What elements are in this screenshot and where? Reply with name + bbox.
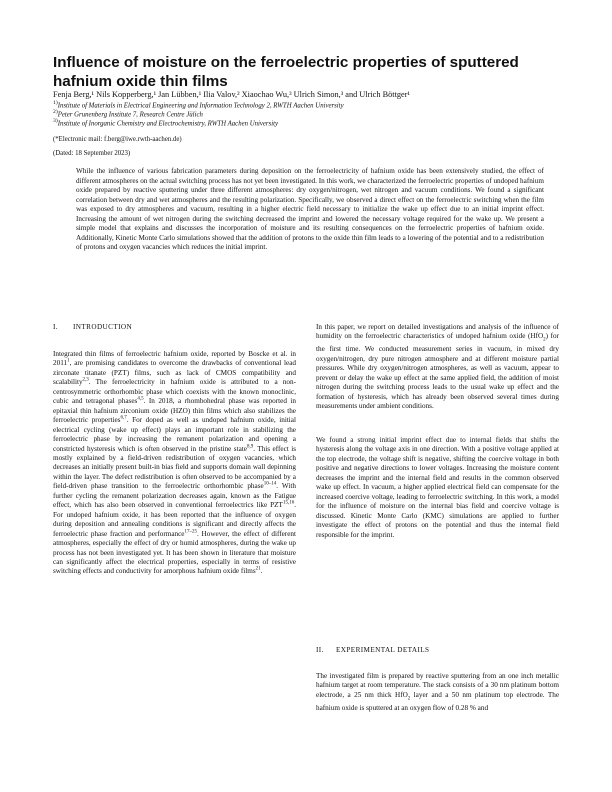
section-heading-introduction xyxy=(53,323,132,331)
citation: 15,16 xyxy=(282,500,295,506)
affiliation-1-text: Institute of Materials in Electrical Engineering and Information Technology 2, RWTH Aachen University xyxy=(57,102,344,110)
text-run: , are promising candidates to overcome the drawbacks of conventional lead zirconate titanate (PZT) films, such as lack of CMOS compatibility and scalability xyxy=(53,359,296,387)
affiliation-2-mark: 2) xyxy=(53,109,58,115)
text-run: . For undoped hafnium oxide, it has been reported that the influence of oxygen during deposition and annealing conditions is significant and directly affects the ferroelectric phase fraction and performance xyxy=(53,501,296,538)
section-heading-experimental xyxy=(316,646,429,654)
paper-title: Influence of moisture on the ferroelectric properties of sputtered hafnium oxide thin films xyxy=(53,54,519,90)
section-title: EXPERIMENTAL DETAILS xyxy=(336,646,430,654)
text-run: Integrated thin films of ferroelectric hafnium oxide, reported by Boscke et al. in 2011 xyxy=(53,350,296,368)
contact-email: (*Electronic mail: f.berg@iwe.rwth-aachen.de) xyxy=(53,136,182,143)
citation: 8,9 xyxy=(246,444,254,450)
intro-paragraph-3: We found a strong initial imprint effect due to internal fields that shifts the hysteresis along the voltage axis in one direction. With a positive voltage applied at the top electrode, the voltage shift is negative, shifting the coercive voltage in both positive and negative directions to lower voltages. Increasing the moisture content decreases the imprint and the internal field and results in the common observed wake up effect. In vacuum, a higher applied electrical field can compensate for the increased coercive voltage, leading to ferroelectric switching. In this work, a model for the influence of moisture on the internal bias field and coercive voltage is discussed. Kinetic Monte Carlo (KMC) simulations are applied to further investigate the effect of protons on the potential and thus the internal field responsible for the imprint. xyxy=(316,436,559,539)
text-run: . This effect is mostly explained by a field-driven redistribution of oxygen vacancies, which decreases an initially present built-in bias field and supports domain wall depinning within the layer. The defect redistribution is often observed to be accompanied by a field-driven phase transition to the ferroelectric orthorhombic phase xyxy=(53,444,296,491)
affiliation-3 xyxy=(53,117,563,128)
text-run: The investigated film is prepared by reactive sputtering from an one inch metallic hafnium target at room temperature. The stack consists of a 30 nm platinum bottom electrode, a 25 nm thick HfO xyxy=(316,672,559,699)
citation: 4,5 xyxy=(137,396,144,402)
text-run: . For doped as well as undoped hafnium oxide, initial electrical cycling (wake up effect) plays an important role in stabilizing the ferroelectric phase by increasing the remanent polarization and opening a constricted hysteresis which is often observed in the pristine state xyxy=(53,416,296,453)
citation: 17–25 xyxy=(184,529,197,535)
citation: 6,7 xyxy=(120,415,127,421)
text-run: . However, the effect of different atmospheres, especially the effect of dry or humid atmospheres, during the wake up process has not been investigated yet. It has been shown in literature that moisture can significantly affect the electrical properties, especially in terms of resistive switching effects and conductivity for amorphous hafnium oxide films xyxy=(53,529,296,576)
affiliation-2-text: Peter Grunenberg Institute 7, Research Centre Jülich xyxy=(57,111,203,119)
experimental-paragraph-1 xyxy=(316,672,559,713)
subscript: 2 xyxy=(407,696,411,702)
intro-paragraph-1 xyxy=(53,350,296,577)
text-run: In this paper, we report on detailed investigations and analysis of the influence of humidity on the ferroelectric characteristics of undoped hafnium oxide (HfO xyxy=(316,323,559,341)
author-list: Fenja Berg,¹ Nils Kopperberg,¹ Jan Lübben,¹ Ilia Valov,² Xiaochao Wu,³ Ulrich Simon,³ and Ulrich Böttger¹ xyxy=(53,90,410,99)
section-title: INTRODUCTION xyxy=(73,323,133,331)
text-run: . In 2018, a rhombohedral phase was reported in epitaxial thin hafnium zirconium oxide (HZO) thin films which also stabilizes the ferroelectric properties xyxy=(53,397,297,425)
text-run: . xyxy=(260,567,263,576)
text-run: layer and a 50 nm platinum top electrode. The hafnium oxide is sputtered at an oxygen flow of 0.28 % and xyxy=(316,690,560,712)
text-run: ) for the first time. We conducted measurement series in vacuum, in mixed dry oxygen/nitrogen, dry pure nitrogen atmosphere and at different moisture partial pressures. While dry oxygen/nitrogen atmospheres, as well as vacuum, appear to prevent or delay the wake up effect at the same applied field, the addition of moist nitrogen during the switching process leads to the usual wake up effect and the formation of hysteresis, which has already been observed several times during measurements under ambient conditions. xyxy=(316,332,560,411)
citation: 10–14 xyxy=(263,481,277,487)
citation: 1 xyxy=(67,359,70,365)
abstract: While the influence of various fabrication parameters during deposition on the ferroelectricity of hafnium oxide has been extensively studied, the effect of different atmospheres on the actual switching process has not yet been investigated. In this work, we characterized the ferroelectric properties of undoped hafnium oxide prepared by reactive sputtering under three different atmospheres: dry oxygen/nitrogen, wet nitrogen and vacuum conditions. We found a significant correlation between dry and wet atmospheres and the resulting polarization. Specifically, we observed a direct effect on the ferroelectric switching when the film was exposed to dry atmospheres and vacuum, resulting in a higher electric field necessary to initialize the wake up effect due to an initial imprint effect. Increasing the amount of wet nitrogen during the switching decreased the imprint and lowered the necessary voltage required for the wake up. We present a simple model that explains and discusses the incorporation of moisture and its resulting consequences on the ferroelectric properties of hafnium oxide. Additionally, Kinetic Monte Carlo simulations showed that the addition of protons to the oxide thin film leads to a lowering of the potential and to a redistribution of protons and oxygen vacancies which reduces the initial imprint. xyxy=(76,167,544,252)
section-number: II. xyxy=(316,646,324,654)
affiliation-3-mark: 3) xyxy=(53,118,58,124)
citation: 21 xyxy=(255,567,261,573)
affiliation-1-mark: 1) xyxy=(53,100,58,106)
citation: 2,3 xyxy=(82,377,89,383)
text-run: . With further cycling the remanent polarization decreases again, known as the Fatigue effect, which has also been observed in conventional ferroelectrics like PZT xyxy=(53,482,296,510)
section-number: I. xyxy=(53,323,58,331)
affiliation-3-text: Institute of Inorganic Chemistry and Electrochemistry, RWTH Aachen University xyxy=(57,120,279,128)
intro-paragraph-2 xyxy=(316,323,559,412)
text-run: . The ferroelectricity in hafnium oxide is attributed to a non-centrosymmetric orthorhombic phase which coexists with the known monoclinic, cubic and tetragonal phases xyxy=(53,378,296,406)
date-line: (Dated: 18 September 2023) xyxy=(53,150,131,157)
subscript: 2 xyxy=(543,337,546,343)
